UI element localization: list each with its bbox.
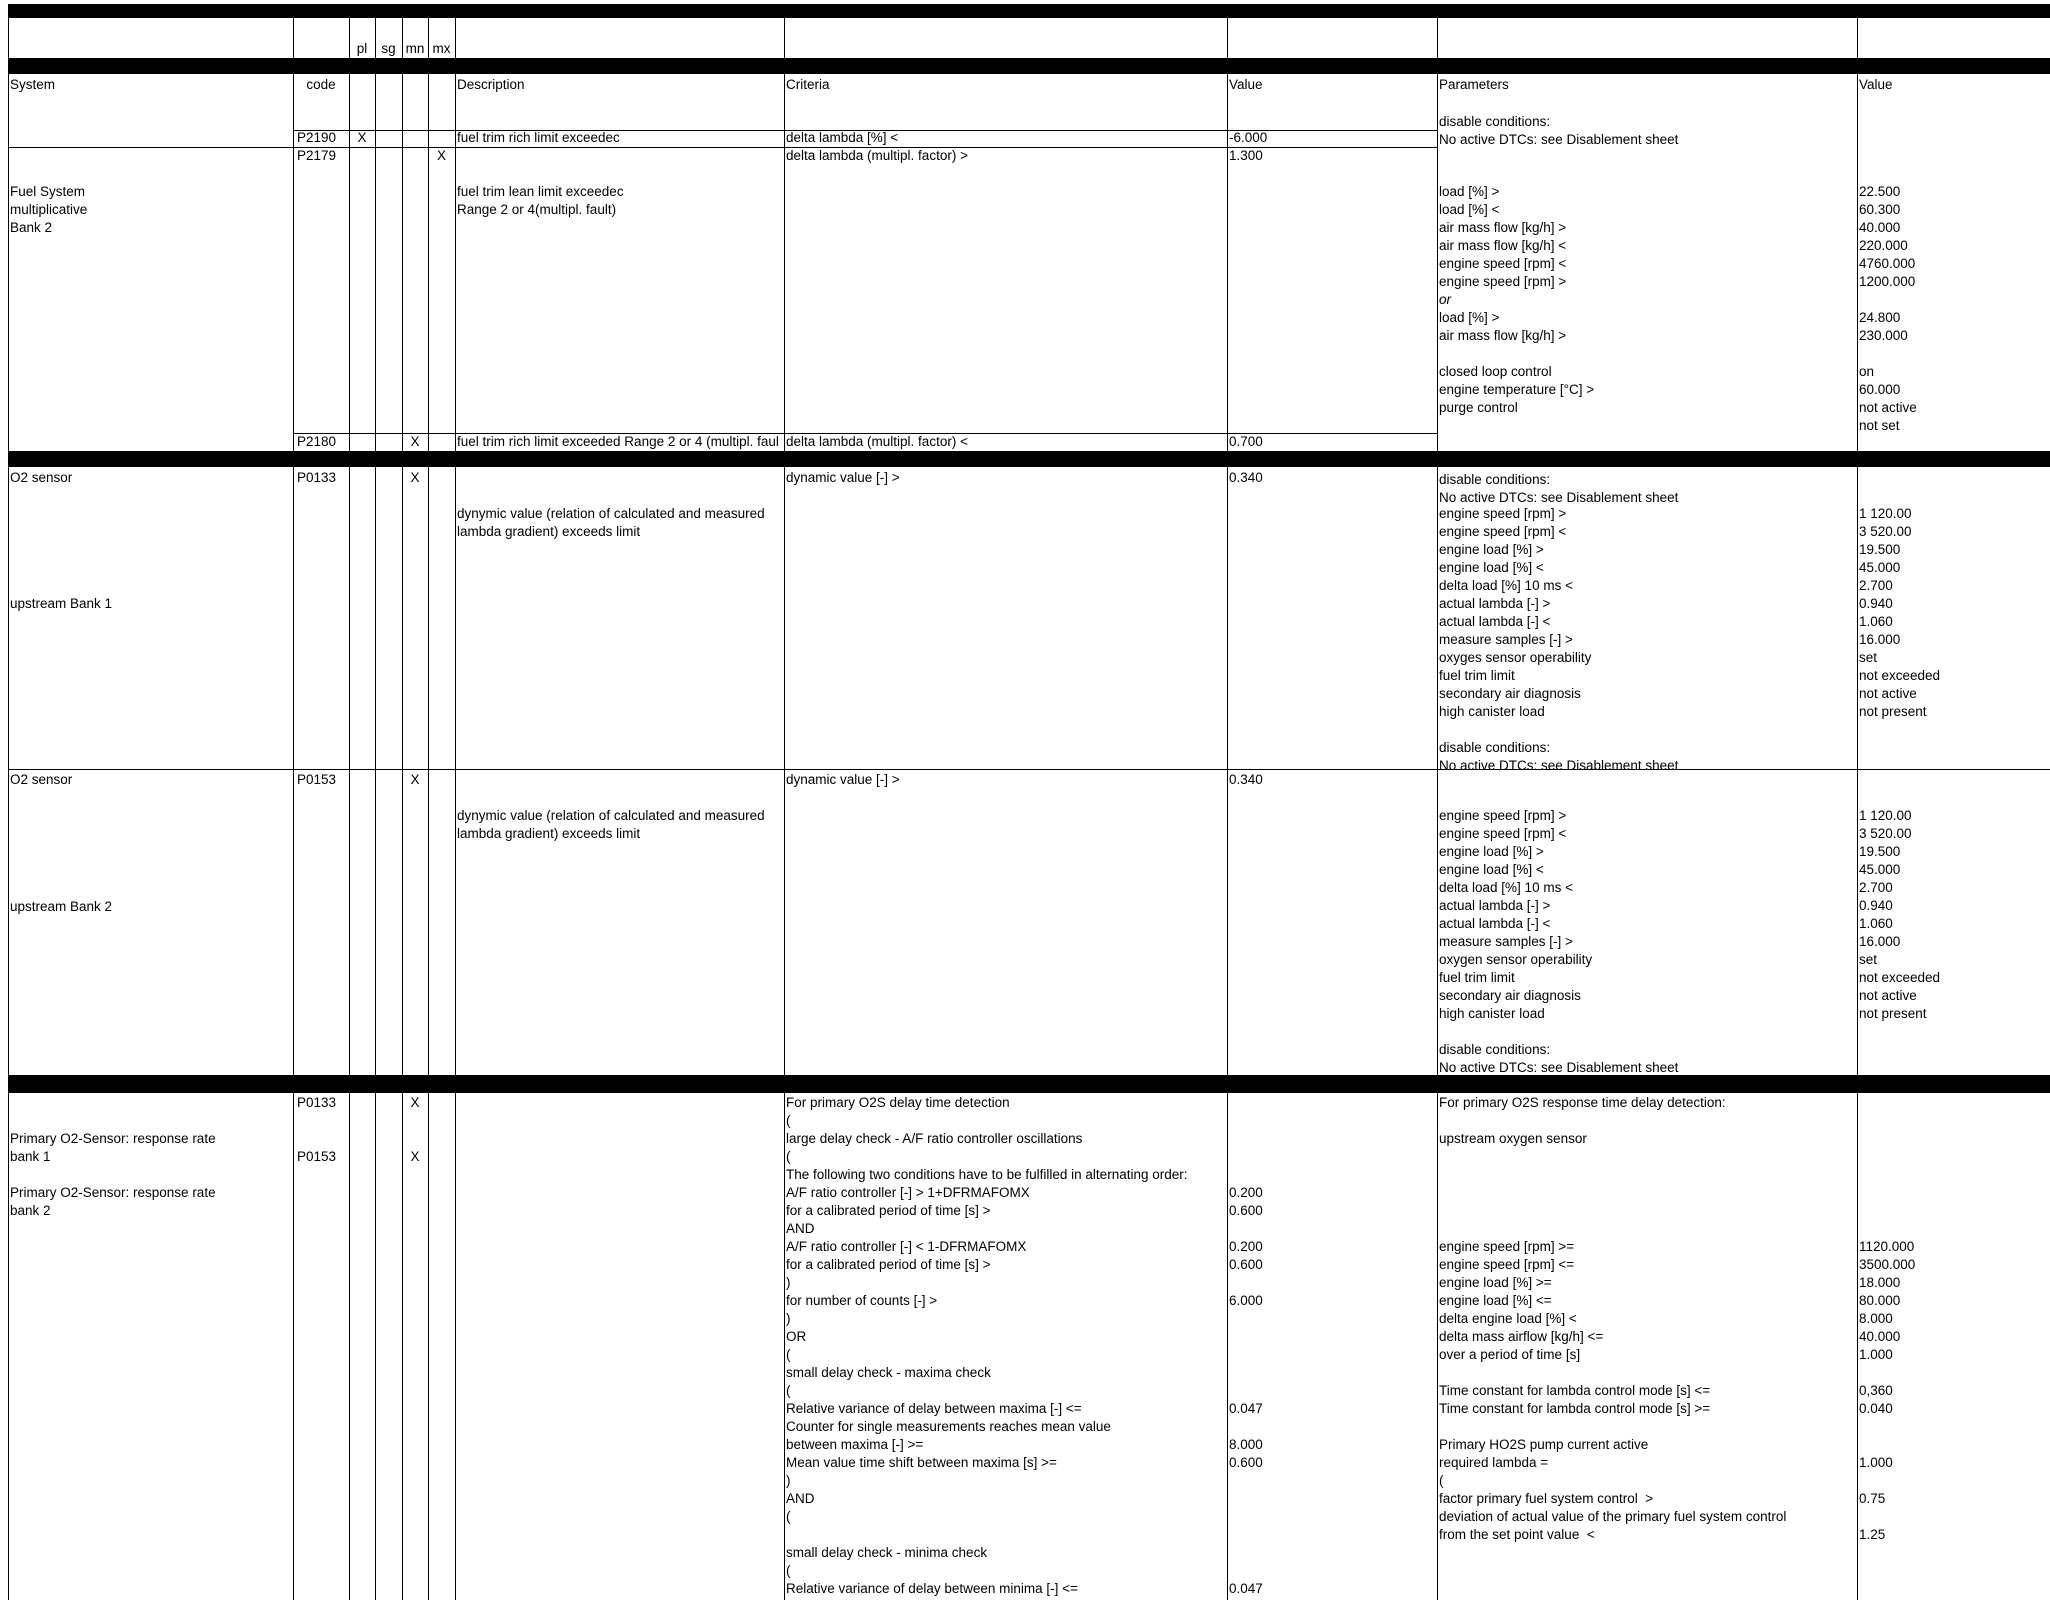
grid-line [8,18,9,1600]
value-line [1859,1364,1915,1382]
header-enable-conditions: Enable Conditions Value [1859,59,1969,92]
criteria-line: small delay check - minima check [786,1545,988,1560]
criteria-line: Relative variance of delay between maxima [-] <= [786,1401,1082,1416]
threshold-value: 0.340 [1229,470,1263,485]
section-separator-bar [8,1075,2050,1093]
parameter-line: For primary O2S response time delay detection: [1439,1095,1726,1110]
value-line [1859,1202,1915,1220]
monitor-description: fuel trim rich limit exceedec [457,130,620,145]
parameter-line: delta mass airflow [kg/h] <= [1439,1329,1604,1344]
threshold-line [1229,1472,1263,1490]
criteria-line: for a calibrated period of time [s] > [786,1257,991,1272]
enable-values: 22.500 60.300 40.000 220.000 4760.000 1200.000 24.800 230.000 on 60.000 not active not set [1859,184,1917,433]
value-line: 8.000 [1859,1311,1893,1326]
criteria-line [786,1526,1188,1544]
parameter-line: engine load [%] <= [1439,1293,1552,1308]
component-name: O2 sensor [10,470,73,485]
malfunction-criteria: delta lambda [%] < [786,130,899,145]
threshold-line [1229,1346,1263,1364]
header-fault-code: Fault code [305,59,336,92]
grid-line [293,18,294,1600]
row-line [8,769,2050,770]
fault-code: P0153 [297,772,337,787]
fault-code: P0133 [297,470,337,485]
criteria-line: ( [786,1149,791,1164]
threshold-line: 0.200 [1229,1239,1263,1254]
criteria-line: Counter for single measurements reaches mean value [786,1419,1111,1434]
value-line [1859,1220,1915,1238]
disable-conditions: disable conditions: No active DTCs: see Disablement sheet [1439,114,1679,147]
criteria-line: for a calibrated period of time [s] > [786,1203,991,1218]
threshold-line [1229,1274,1263,1292]
criteria-line: ) [786,1275,791,1290]
parameter-line: Primary HO2S pump current active [1439,1437,1649,1452]
parameter-line: over a period of time [s] [1439,1347,1581,1362]
parameter-line [1439,1184,1786,1202]
threshold-line [1229,1526,1263,1544]
secondary-parameters: engine speed [rpm] > engine speed [rpm] < engine load [%] > engine load [%] < delta load [%] 10 ms < actual lambda [-] > actual lambda [-] < measure samples [-] > oxygen sensor operability fuel trim limit secondary air diagnosis high canister load disable conditions: No active DTCs: see Disablement sheet [1439,808,1679,1075]
threshold-line [1229,1544,1263,1562]
value-line: 80.000 [1859,1293,1901,1308]
header-monitor-strategy: Monitor Strategy Description [457,59,557,92]
component-name: Primary O2-Sensor: response rate bank 1 [10,1131,216,1164]
threshold-line: 0.600 [1229,1455,1263,1470]
fault-code: P2190 [297,130,337,145]
component-subtitle: upstream Bank 1 [10,596,113,611]
value-line [1859,1472,1915,1490]
criteria-line: ( [786,1347,791,1362]
value-line [1859,1436,1915,1454]
criteria-line: ) [786,1311,791,1326]
threshold-line: 0.047 [1229,1401,1263,1416]
threshold-line [1229,1148,1263,1166]
parameter-line: Time constant for lambda control mode [s] <= [1439,1383,1711,1398]
threshold-line [1229,1490,1263,1508]
parameter-line: engine speed [rpm] >= [1439,1239,1575,1254]
parameter-line: from the set point value < [1439,1527,1595,1542]
grid-line [428,18,429,1600]
value-line [1859,1418,1915,1436]
threshold-line [1229,1166,1263,1184]
grid-line [349,18,350,1600]
value-line: 40.000 [1859,1329,1901,1344]
parameter-line: engine load [%] >= [1439,1275,1552,1290]
fault-code: P0153 [297,1149,337,1164]
mn-flag: X [410,470,420,485]
value-line [1859,1166,1915,1184]
parameter-line: engine speed [rpm] <= [1439,1257,1575,1272]
monitor-description: fuel trim lean limit exceedec Range 2 or 4(multipl. fault) [457,184,624,217]
criteria-line: for number of counts [-] > [786,1293,938,1308]
parameter-line [1439,1364,1786,1382]
threshold-line [1229,1382,1263,1400]
threshold-line: 0.047 [1229,1581,1263,1596]
monitor-description: fuel trim rich limit exceeded Range 2 or 4 (multipl. faul [457,434,779,449]
parameter-line: required lambda = [1439,1455,1549,1470]
grid-line [784,18,785,1600]
criteria-line: ( [786,1383,791,1398]
parameter-line: factor primary fuel system control > [1439,1491,1654,1506]
monitor-description: dynymic value (relation of calculated and measured lambda gradient) exceeds limit [457,808,765,841]
fault-code: P0133 [297,1095,337,1110]
parameter-line: Time constant for lambda control mode [s] >= [1439,1401,1711,1416]
mn-flag: X [410,772,420,787]
value-line [1859,1112,1915,1130]
criteria-line: AND [786,1491,815,1506]
value-line [1859,1094,1915,1112]
header-secondary-parameters: Secondary Parameters [1439,59,1509,92]
header-component: Component/ System [10,59,84,92]
parameter-line: delta engine load [%] < [1439,1311,1577,1326]
header-malfunction-criteria: Malfunction Criteria [786,59,856,92]
parameter-line: deviation of actual value of the primary fuel system control [1439,1509,1787,1524]
parameter-line [1439,1112,1786,1130]
threshold-line: 0.600 [1229,1203,1263,1218]
criteria-line: A/F ratio controller [-] > 1+DFRMAFOMX [786,1185,1030,1200]
value-line [1859,1148,1915,1166]
header-mx: mx [432,41,451,56]
value-line: 1.25 [1859,1527,1886,1542]
threshold-line [1229,1220,1263,1238]
grid-line [375,18,376,1600]
component-subtitle: upstream Bank 2 [10,899,113,914]
malfunction-criteria [786,1094,1188,1598]
criteria-line: small delay check - maxima check [786,1365,991,1380]
header-sg: sg [381,41,396,56]
threshold-line [1229,1112,1263,1130]
criteria-line: ( [786,1509,791,1524]
threshold-line [1229,1562,1263,1580]
malfunction-criteria: dynamic value [-] > [786,772,900,787]
threshold-value: -6.000 [1229,130,1268,145]
criteria-line: ( [786,1563,791,1578]
component-name: Fuel System multiplicative Bank 2 [10,184,88,235]
criteria-line: ( [786,1113,791,1128]
value-line [1859,1184,1915,1202]
mn-flag: X [410,434,420,449]
header-threshold: Threshold Value [1229,59,1290,92]
grid-line [402,18,403,1600]
grid-line [1857,18,1858,1600]
malfunction-criteria: delta lambda (multipl. factor) < [786,434,968,449]
grid-line [1227,18,1228,1600]
enable-values [1859,1094,1915,1544]
mn-flag: X [410,1095,420,1110]
monitor-description: dynymic value (relation of calculated and measured lambda gradient) exceeds limit [457,506,765,539]
criteria-line: A/F ratio controller [-] < 1-DFRMAFOMX [786,1239,1027,1254]
fault-code: P2179 [297,148,337,163]
threshold-line: 0.600 [1229,1257,1263,1272]
criteria-line: between maxima [-] >= [786,1437,924,1452]
parameter-line [1439,1166,1786,1184]
header-mn: mn [405,41,425,56]
threshold-line: 8.000 [1229,1437,1263,1452]
value-line: 1.000 [1859,1347,1893,1362]
secondary-parameters [1439,1094,1786,1544]
criteria-line: large delay check - A/F ratio controller oscillations [786,1131,1083,1146]
fault-code: P2180 [297,434,337,449]
threshold-line [1229,1310,1263,1328]
parameter-line [1439,1202,1786,1220]
threshold-line [1229,1328,1263,1346]
component-name: O2 sensor [10,772,73,787]
threshold-value: 0.340 [1229,772,1263,787]
component-name: Primary O2-Sensor: response rate bank 2 [10,1185,216,1218]
criteria-line: AND [786,1221,815,1236]
criteria-line: For primary O2S delay time detection [786,1095,1010,1110]
value-line: 1.000 [1859,1455,1893,1470]
parameter-line: upstream oxygen sensor [1439,1131,1587,1146]
value-line: 3500.000 [1859,1257,1916,1272]
section-separator-bar [8,451,2050,467]
criteria-line: Mean value time shift between maxima [s] >= [786,1455,1057,1470]
threshold-line: 0.200 [1229,1185,1263,1200]
value-line [1859,1508,1915,1526]
criteria-line: ) [786,1473,791,1488]
value-line: 1120.000 [1859,1239,1915,1254]
value-line: 0,360 [1859,1383,1893,1398]
criteria-line: The following two conditions have to be fulfilled in alternating order: [786,1167,1188,1182]
value-line [1859,1130,1915,1148]
criteria-line: Relative variance of delay between minima [-] <= [786,1581,1078,1596]
threshold-values [1229,1094,1263,1598]
top-border-bar [8,4,2050,18]
value-line: 0.040 [1859,1401,1893,1416]
threshold-line: 6.000 [1229,1293,1263,1308]
value-line: 0.75 [1859,1491,1886,1506]
malfunction-criteria: dynamic value [-] > [786,470,900,485]
secondary-parameters: engine speed [rpm] > engine speed [rpm] < engine load [%] > engine load [%] < delta load [%] 10 ms < actual lambda [-] > actual lambda [-] < measure samples [-] > oxyges sensor operability fuel trim limit secondary air diagnosis high canister load disable conditions: No active DTCs: see Disablement sheet [1439,506,1679,773]
grid-line [1437,18,1438,1600]
threshold-line [1229,1364,1263,1382]
threshold-line [1229,1418,1263,1436]
malfunction-criteria: delta lambda (multipl. factor) > [786,148,968,163]
threshold-value: 1.300 [1229,148,1263,163]
enable-values: 1 120.00 3 520.00 19.500 45.000 2.700 0.940 1.060 16.000 set not exceeded not active not present [1859,506,1941,719]
threshold-value: 0.700 [1229,434,1263,449]
mn-flag: X [410,1149,420,1164]
pl-flag: X [357,130,367,145]
header-pl: pl [356,41,368,56]
grid-line [455,18,456,1600]
enable-values: 1 120.00 3 520.00 19.500 45.000 2.700 0.940 1.060 16.000 set not exceeded not active not present [1859,808,1941,1021]
parameter-line [1439,1148,1786,1166]
parameter-line: ( [1439,1473,1444,1488]
threshold-line [1229,1094,1263,1112]
criteria-line: OR [786,1329,807,1344]
threshold-line [1229,1130,1263,1148]
value-line: 18.000 [1859,1275,1901,1290]
parameter-line [1439,1220,1786,1238]
parameter-line [1439,1418,1786,1436]
mx-flag: X [436,148,446,163]
threshold-line [1229,1508,1263,1526]
row-line [8,147,1437,148]
secondary-parameters: load [%] > load [%] < air mass flow [kg/h] > air mass flow [kg/h] < engine speed [rpm] < engine speed [rpm] > or load [%] > air mass flow [kg/h] > closed loop control engine temperature [°C] > purge control disable conditions: No active DTCs: see Disablement sheet [1439,184,1679,505]
